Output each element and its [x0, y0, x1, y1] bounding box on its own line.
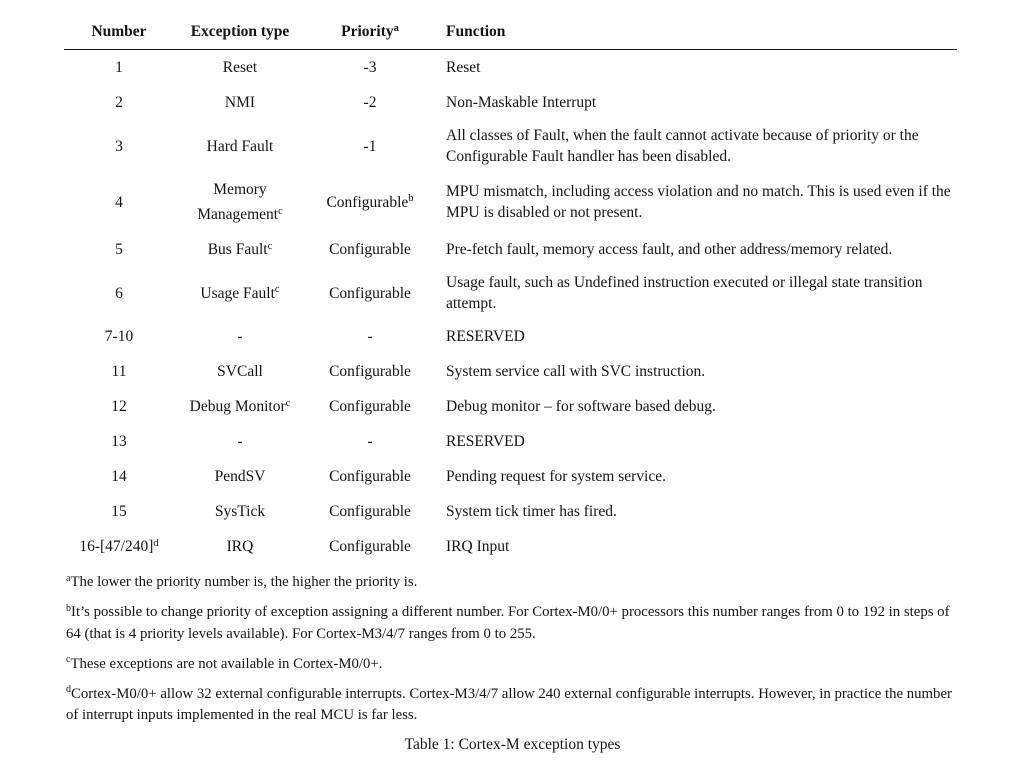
cell-priority	[306, 529, 434, 564]
cell-exception-type	[174, 232, 306, 267]
table-row	[64, 389, 957, 424]
table-row	[64, 319, 957, 354]
table-row	[64, 354, 957, 389]
cell-function	[434, 389, 957, 424]
cell-number	[64, 354, 174, 389]
cell-function	[434, 529, 957, 564]
cell-function	[434, 354, 957, 389]
cell-exception-type	[174, 50, 306, 86]
cell-priority	[306, 459, 434, 494]
column-header-priority	[306, 18, 434, 50]
footnote-marker: c	[66, 654, 71, 666]
table-footnotes	[66, 572, 960, 735]
cell-number-text: 1	[115, 59, 123, 76]
cell-function-text: Debug monitor – for software based debug.	[446, 398, 716, 415]
footnote-marker: b	[66, 602, 72, 614]
cell-function	[434, 267, 957, 319]
cell-exception-type	[174, 424, 306, 459]
table-caption: Table 1: Cortex-M exception types	[404, 736, 621, 753]
cell-exception-type	[174, 267, 306, 319]
cell-function-text: MPU mismatch, including access violation and no match. This is used even if the MPU is disabled or not present.	[446, 183, 951, 221]
cell-priority	[306, 319, 434, 354]
table-footnote	[66, 654, 960, 676]
cell-function-text: Reset	[446, 59, 481, 76]
table-row	[64, 424, 957, 459]
cell-priority-text: Configurable	[329, 538, 411, 555]
cell-function	[434, 172, 957, 232]
table-row	[64, 494, 957, 529]
table-row	[64, 85, 957, 120]
footnote-marker: d	[66, 684, 72, 696]
cell-number	[64, 172, 174, 232]
column-header-number	[64, 18, 174, 50]
cell-number	[64, 319, 174, 354]
cell-priority	[306, 494, 434, 529]
cell-function-text: Pending request for system service.	[446, 468, 666, 485]
cell-function-text: IRQ Input	[446, 538, 510, 555]
table-row	[64, 529, 957, 564]
cell-number-sup: d	[153, 537, 159, 549]
column-header-number-label: Number	[91, 23, 147, 40]
cell-priority	[306, 389, 434, 424]
cell-function	[434, 120, 957, 172]
cell-function-text: RESERVED	[446, 328, 525, 345]
cell-priority-text: Configurable	[329, 468, 411, 485]
table-row	[64, 459, 957, 494]
cell-number	[64, 389, 174, 424]
cell-exception-type	[174, 529, 306, 564]
cell-exception-type	[174, 85, 306, 120]
cell-priority-text: Configurable	[329, 503, 411, 520]
footnote-text: Cortex-M0/0+ allow 32 external configurable interrupts. Cortex-M3/4/7 allow 240 external configurable interrupts. However, in practice the number of interrupt inputs implemented in the real MCU is far less.	[66, 685, 952, 723]
cell-number-text: 5	[115, 241, 123, 258]
table-row	[64, 232, 957, 267]
cell-exception-type-text: NMI	[224, 94, 256, 111]
cell-number-text: 12	[111, 398, 127, 415]
cell-priority-text: -2	[363, 94, 377, 111]
cell-number-text: 7-10	[104, 328, 134, 345]
cell-priority-text: Configurable	[329, 398, 411, 415]
cell-priority	[306, 232, 434, 267]
cell-number	[64, 120, 174, 172]
cell-exception-type-text: SVCall	[217, 363, 263, 380]
cell-exception-type	[174, 459, 306, 494]
cell-exception-type-sup: c	[285, 397, 291, 409]
cell-priority	[306, 424, 434, 459]
cell-priority-text: -1	[363, 137, 377, 155]
cell-number	[64, 424, 174, 459]
table-footnote	[66, 684, 960, 727]
footnote-marker: a	[66, 572, 71, 584]
cell-exception-type-text: Usage Fault	[200, 284, 275, 302]
cell-number-text: 2	[115, 94, 123, 111]
cell-priority-text: Configurable	[326, 193, 409, 211]
cell-priority-text: Configurable	[329, 284, 411, 302]
cell-priority	[306, 50, 434, 86]
column-header-function	[434, 18, 957, 50]
cell-priority	[306, 354, 434, 389]
cell-exception-type	[174, 494, 306, 529]
table-header-row	[64, 18, 957, 50]
cell-exception-type-text: Reset	[222, 59, 258, 76]
column-header-priority-label: Priority	[341, 23, 394, 40]
cell-number-text: 6	[115, 284, 123, 302]
cell-function-text: Non-Maskable Interrupt	[446, 94, 597, 111]
cell-exception-type-text: Bus Fault	[207, 241, 268, 258]
footnote-text: These exceptions are not available in Cortex-M0/0+.	[70, 655, 383, 672]
cell-priority	[306, 120, 434, 172]
cell-function-text: System service call with SVC instruction.	[446, 363, 706, 380]
cell-exception-type-text: Hard Fault	[206, 137, 274, 155]
cell-priority	[306, 267, 434, 319]
exception-table	[64, 18, 957, 564]
cell-priority-text: -	[367, 328, 373, 345]
cell-priority	[306, 172, 434, 232]
cell-function-text: Pre-fetch fault, memory access fault, and other address/memory related.	[446, 241, 893, 258]
cell-exception-type-sup: c	[267, 240, 273, 252]
cell-exception-type	[174, 120, 306, 172]
cell-function	[434, 85, 957, 120]
table-row	[64, 267, 957, 319]
cell-exception-type-sup: c	[278, 205, 283, 217]
cell-exception-type-text: Memory Management	[197, 181, 279, 223]
cell-exception-type-text: IRQ	[226, 538, 254, 555]
table-row	[64, 172, 957, 232]
footnote-text: It’s possible to change priority of exception assigning a different number. For Cortex-M0/0+ processors this number ranges from 0 to 192 in steps of 64 (that is 4 priority levels available). For Cortex-M3/4/7 ranges from 0 to 255.	[66, 604, 950, 642]
table-footnote	[66, 602, 960, 645]
table-row	[64, 50, 957, 86]
cell-function	[434, 232, 957, 267]
cell-function	[434, 50, 957, 86]
cell-priority	[306, 85, 434, 120]
cell-function	[434, 424, 957, 459]
cell-function	[434, 494, 957, 529]
cell-priority-text: -	[367, 433, 373, 450]
cell-exception-type-text: Debug Monitor	[189, 398, 286, 415]
cell-number	[64, 232, 174, 267]
cell-function	[434, 459, 957, 494]
table-row	[64, 120, 957, 172]
cell-function	[434, 319, 957, 354]
cell-number-text: 11	[111, 363, 127, 380]
footnote-text: The lower the priority number is, the higher the priority is.	[70, 574, 418, 590]
cell-function-text: RESERVED	[446, 433, 525, 450]
cell-exception-type	[174, 172, 306, 232]
cell-function-text: Usage fault, such as Undefined instruction executed or illegal state transition attempt.	[446, 274, 923, 312]
cell-exception-type	[174, 354, 306, 389]
cell-exception-type-text: PendSV	[214, 468, 266, 485]
cell-priority-text: Configurable	[329, 363, 411, 380]
cell-number-text: 4	[115, 193, 123, 211]
cell-exception-type	[174, 319, 306, 354]
cell-number	[64, 494, 174, 529]
cell-number-text: 14	[111, 468, 127, 485]
cell-number	[64, 85, 174, 120]
column-header-function-label: Function	[446, 23, 506, 40]
column-header-priority-sup: a	[393, 22, 399, 34]
cell-function-text: All classes of Fault, when the fault cannot activate because of priority or the Configurable Fault handler has been disabled.	[446, 127, 919, 165]
cell-number	[64, 459, 174, 494]
cell-number-text: 16-[47/240]	[79, 538, 154, 555]
table-footnote	[66, 572, 960, 594]
column-header-exception-type	[174, 18, 306, 50]
cell-number	[64, 50, 174, 86]
cell-number	[64, 267, 174, 319]
cell-exception-type-text: -	[237, 328, 243, 345]
cell-function-text: System tick timer has fired.	[446, 503, 617, 520]
cell-exception-type-sup: c	[274, 284, 280, 296]
column-header-exception-type-label: Exception type	[190, 23, 290, 40]
cell-exception-type-text: -	[237, 433, 243, 450]
cell-number-text: 15	[111, 503, 127, 520]
cell-exception-type	[174, 389, 306, 424]
cell-number-text: 3	[115, 137, 123, 155]
cell-priority-sup: b	[408, 193, 414, 205]
cell-number	[64, 529, 174, 564]
cell-priority-text: -3	[363, 59, 377, 76]
cell-exception-type-text: SysTick	[214, 503, 266, 520]
cell-number-text: 13	[111, 433, 127, 450]
cell-priority-text: Configurable	[329, 241, 411, 258]
